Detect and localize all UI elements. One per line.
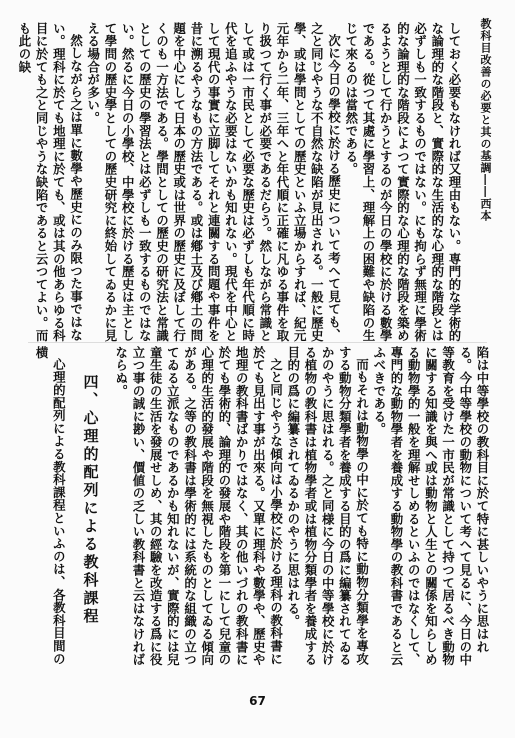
paragraph: 之と同じやうな傾向は小學校に於ける理科の教科書に於ても見出す事が出來る。又單に理科や數學や、歷史や地理の教科書ばかりではなく、其の他いづれの教科書に於ても學術的、論理的の發展や階段を第一にして兒童の心理的生活的發展や階段を無視したものとしてゐる傾向がある。之等の教科書は學術的には系統的な組織の立つてゐる立派なものであるかも知れないが、實際的には兒童生徒の生活を發展せしめ、其の經驗を改造する爲に役立つ事の誠に尠い、價値の乏しい教科書と云はなければならぬ。 xyxy=(113,346,284,666)
paragraph: 陷は中等學校の教科目に於て特に甚しいやうに思はれる。今中等學校の動物について考へて見るに、今日の中等教育を受けた一市民が常識として持つて居るべき動物に關する知識を與へ或は動物と人生との關係を知らしめる動物學的一般を理解せしめるといふのではなくして、專門的な動物學者を養成する動物學の教科書であると云ふべきである。 xyxy=(371,346,490,666)
paragraph: 次に今日の學校に於ける歷史について考へて見ても、之と同じやうな不自然な缺陷が見出される。一般に歷史學、或は學問としての歷史といふ立場からすれば、紀元元年から二年、三年へと年代順に正確に凡ゆる事件を取り扱つて行く事が必要であるだらう。然しながら常識として或は一市民として必要な歷史は必ずしも年代順に時代を追ふやうな必要はないかも知れない。現代を中心として現代の事實に立脚してそれと連關する問題や事件を昔に溯るやうなもの方法である。或は鄕土及び鄕土の問題を中心にして日本の歷史或は世界の歷史に及ぼして行くのも一方法である。學問としての歷史の研究法と常識としての歷史の學習法とは必ずしも一致するものではない。然るに今日の小學校、中學校に於ける歷史は主として學問の歷史學としての歷史研究に終始してゐるかに見える場合が多い。 xyxy=(85,22,342,342)
running-header: 教科目改善の必要と其の基調――西本 xyxy=(479,18,492,222)
column-divider xyxy=(28,342,487,343)
text-block-lower xyxy=(25,346,491,666)
paragraph: しておく必要もなければ又理由もない。専門的な学術的な論理的な階段と、實際的な生活的な心理的な階段とは必ずしも一致するものではない。にも拘らず無理に學術的な論理的な階段によつて實際的な心理的な階段を築めるようとして行かうとするのが今日の學校に於ける數學である。從つて其處に學習上、理解上の困難や缺陷の生じて來るのは當然である。 xyxy=(343,22,462,342)
page-number: 67 xyxy=(249,694,266,708)
paragraph: 心理的配列による教科課程といふのは、各教科目間の横 xyxy=(34,346,67,666)
text-block-upper xyxy=(16,22,463,342)
section-heading: 四、心理的配列による教科課程 xyxy=(81,374,100,626)
paragraph: 而もそれは動物學の中に於ても特に動物分類學を專攻する動物分類學者を養成する目的の爲に編纂されてゐるかのやうに思はれる。之と同様に今日の中等學校に於ける植物の教科書は植物學者或は植物分類學者を養成する目的の爲に編纂されてゐるかのやうに思はれる。 xyxy=(285,346,370,666)
paragraph: 然しながら之は單に數學や歷史にのみ限つた事ではない。理科に於ても地理に於ても、或は其の他あらゆる科目に於ても之と同じやうな缺陷であると云つてよい。而も此の缺 xyxy=(16,22,84,342)
